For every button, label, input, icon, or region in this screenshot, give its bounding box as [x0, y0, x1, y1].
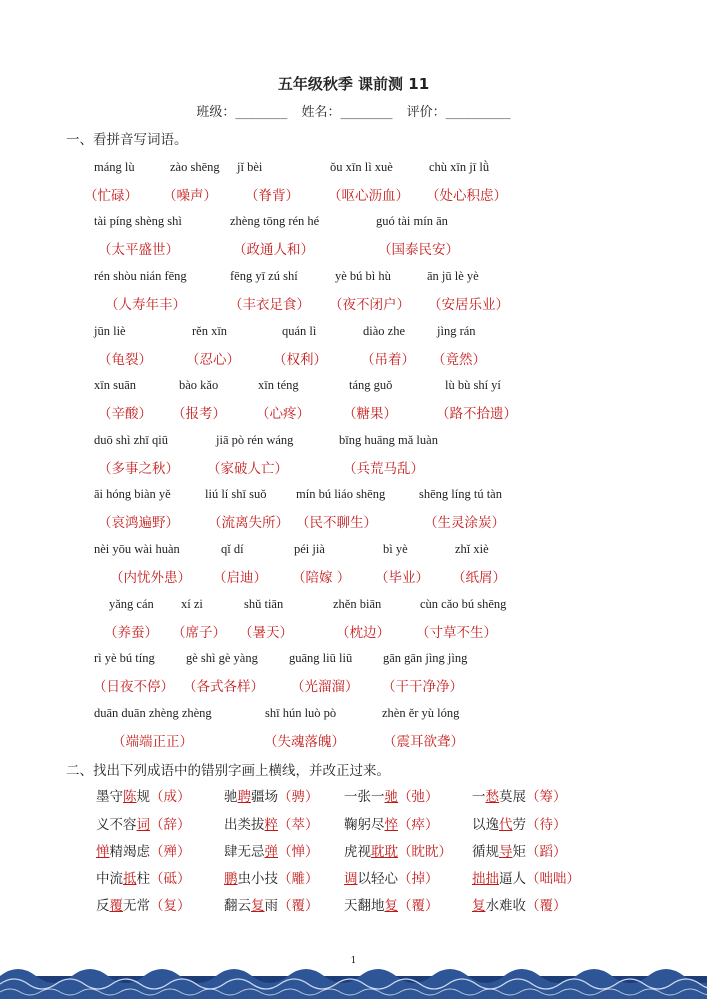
idiom-text: 虎视 [344, 844, 371, 860]
answer-word: （路不拾遗） [436, 406, 517, 422]
wrong-char: 驰 [384, 789, 398, 805]
correct-char: （辞） [150, 817, 191, 833]
answer-word: （哀鸿遍野） [98, 515, 179, 531]
wrong-char: 抵 [123, 871, 137, 887]
wrong-char: 粹 [264, 817, 278, 833]
pinyin-item: diào zhe [363, 324, 405, 338]
correct-char: （弛） [398, 789, 439, 805]
idiom-text: 水难收 [485, 898, 526, 914]
correct-char: （咄咄） [526, 871, 580, 887]
pinyin-item: chù xīn jī lǜ [429, 160, 490, 174]
pinyin-item: zào shēng [170, 160, 220, 174]
wrong-char: 弹 [264, 844, 278, 860]
idiom-text: 中流 [96, 871, 123, 887]
pinyin-item: guó tài mín ān [376, 214, 448, 228]
idiom-text: 劳 [512, 817, 526, 833]
answer-word: （夜不闭户） [329, 297, 410, 313]
wrong-char: 聘 [237, 789, 251, 805]
pinyin-item: zhǐ xiè [455, 542, 489, 556]
pinyin-item: āi hóng biàn yě [94, 487, 171, 501]
idiom-correction [96, 785, 191, 805]
idiom-correction [472, 867, 580, 887]
wrong-char: 耽耽 [371, 844, 398, 860]
wrong-char: 调 [344, 871, 358, 887]
idiom-correction [472, 894, 567, 914]
answer-word: （多事之秋） [98, 461, 179, 477]
correct-char: （雕） [278, 871, 319, 887]
idiom-text: 逼人 [499, 871, 526, 887]
idiom-correction [472, 785, 567, 805]
answer-word: （震耳欲聋） [383, 734, 464, 750]
answer-word: （丰衣足食） [229, 297, 310, 313]
pinyin-item: zhěn biān [333, 597, 382, 611]
pinyin-item: quán lì [282, 324, 317, 338]
pinyin-item: mín bú liáo shēng [296, 487, 386, 501]
pinyin-item: duān duān zhèng zhèng [94, 706, 212, 720]
answer-word: （寸草不生） [416, 625, 497, 641]
wrong-char: 愁 [485, 789, 499, 805]
student-info [0, 101, 707, 120]
idiom-text: 疆场 [251, 789, 278, 805]
wrong-char: 鹏 [224, 871, 238, 887]
correct-char: （成） [150, 789, 191, 805]
answer-word: （报考） [172, 406, 226, 422]
idiom-correction [224, 894, 319, 914]
correct-char: （待） [526, 817, 567, 833]
answer-word: （人寿年丰） [105, 297, 186, 313]
pinyin-item: bì yè [383, 542, 408, 556]
wrong-char: 拙拙 [472, 871, 499, 887]
correct-char: （殚） [150, 844, 191, 860]
answer-word: （太平盛世） [98, 242, 179, 258]
pinyin-item: liú lí shī suǒ [205, 487, 267, 501]
answer-word: （内忧外患） [110, 570, 191, 586]
idiom-text: 矩 [512, 844, 526, 860]
correct-char: （砥） [150, 871, 191, 887]
pinyin-item: shī hún luò pò [265, 706, 337, 720]
wrong-char: 覆 [109, 898, 123, 914]
pinyin-item: jiā pò rén wáng [216, 433, 294, 447]
answer-word: （政通人和） [233, 242, 314, 258]
wrong-char: 陈 [123, 789, 137, 805]
correct-char: （瘁） [398, 817, 439, 833]
answer-word: （脊背） [245, 188, 299, 204]
idiom-text: 天翻地 [344, 898, 385, 914]
section2-title: 二、找出下列成语中的错别字画上横线，并改正过来。 [66, 763, 390, 779]
answer-word: （纸屑） [452, 570, 506, 586]
pinyin-item: zhèng tōng rén hé [230, 214, 320, 228]
answer-word: （枕边） [336, 625, 390, 641]
wrong-char: 词 [136, 817, 150, 833]
answer-word: （陪嫁 ） [292, 570, 351, 586]
pinyin-item: jūn liè [94, 324, 126, 338]
idiom-text: 义不容 [96, 817, 137, 833]
idiom-text: 莫展 [499, 789, 526, 805]
pinyin-item: bào kǎo [179, 378, 219, 392]
answer-word: （处心积虑） [426, 188, 507, 204]
correct-char: （复） [150, 898, 191, 914]
pinyin-item: rěn xīn [192, 324, 228, 338]
answer-word: （忙碌） [84, 188, 138, 204]
idiom-correction [472, 813, 567, 833]
correct-char: （覆） [526, 898, 567, 914]
idiom-text: 无常 [123, 898, 150, 914]
wrong-char: 代 [499, 817, 513, 833]
idiom-correction [96, 894, 191, 914]
idiom-text: 规 [136, 789, 150, 805]
wrong-char: 惮 [96, 844, 110, 860]
pinyin-item: tài píng shèng shì [94, 214, 182, 228]
pinyin-item: ān jū lè yè [427, 269, 479, 283]
idiom-correction [96, 840, 191, 860]
wrong-char: 悴 [384, 817, 398, 833]
idiom-text: 精竭虑 [109, 844, 150, 860]
name-field: 姓名：________ [301, 105, 393, 120]
pinyin-item: cùn cǎo bú shēng [420, 597, 507, 611]
correct-char: （惮） [278, 844, 319, 860]
pinyin-item: yè bú bì hù [335, 269, 391, 283]
pinyin-item: zhèn ěr yù lóng [382, 706, 460, 720]
page-title: 五年级秋季 课前测 11 [277, 75, 430, 93]
idiom-text: 翻云 [224, 898, 251, 914]
pinyin-item: rì yè bú tíng [94, 651, 155, 665]
answer-word: （失魂落魄） [264, 734, 345, 750]
answer-word: （干干净净） [382, 679, 463, 695]
correct-char: （萃） [278, 817, 319, 833]
answer-word: （心疼） [256, 406, 310, 422]
correct-char: （掉） [398, 871, 439, 887]
idiom-correction [224, 867, 319, 887]
idiom-correction [224, 840, 319, 860]
idiom-text: 以轻心 [357, 871, 398, 887]
answer-word: （家破人亡） [207, 461, 288, 477]
answer-word: （光溜溜） [291, 679, 359, 695]
idiom-correction [472, 840, 567, 860]
pinyin-item: yǎng cán [109, 597, 154, 611]
answer-word: （养蚕） [104, 625, 158, 641]
correct-char: （骋） [278, 789, 319, 805]
answer-word: （忍心） [186, 352, 240, 368]
answer-word: （竟然） [432, 352, 486, 368]
pinyin-item: jìng rán [437, 324, 476, 338]
idiom-text: 墨守 [96, 789, 123, 805]
idiom-text: 鞠躬尽 [344, 817, 385, 833]
pinyin-item: gān gān jìng jìng [383, 651, 468, 665]
idiom-correction [96, 867, 191, 887]
answer-word: （日夜不停） [93, 679, 174, 695]
idiom-correction [344, 813, 439, 833]
answer-word: （流离失所） [208, 515, 289, 531]
answer-word: （吊着） [361, 352, 415, 368]
idiom-correction [344, 894, 439, 914]
idiom-text: 雨 [264, 898, 278, 914]
pinyin-item: péi jià [294, 542, 325, 556]
pinyin-item: fēng yī zú shí [230, 269, 298, 283]
idiom-text: 一张一 [344, 789, 385, 805]
answer-word: （暑天） [239, 625, 293, 641]
idiom-text: 虫小技 [237, 871, 278, 887]
wave-border-decoration [0, 962, 707, 999]
answer-word: （呕心沥血） [328, 188, 409, 204]
wrong-char: 复 [251, 898, 265, 914]
idiom-correction [224, 785, 319, 805]
pinyin-item: gè shì gè yàng [186, 651, 258, 665]
idiom-text: 驰 [224, 789, 238, 805]
correct-char: （眈眈） [398, 844, 452, 860]
pinyin-item: lù bù shí yí [445, 378, 501, 392]
idiom-text: 一 [472, 789, 486, 805]
idiom-correction [344, 840, 452, 860]
idiom-text: 循规 [472, 844, 499, 860]
correct-char: （覆） [398, 898, 439, 914]
correct-char: （筹） [526, 789, 567, 805]
wrong-char: 复 [384, 898, 398, 914]
pinyin-item: xí zi [181, 597, 203, 611]
section1-title: 一、看拼音写词语。 [66, 132, 188, 148]
answer-word: （噪声） [163, 188, 217, 204]
pinyin-item: rén shòu nián fēng [94, 269, 187, 283]
idiom-correction [344, 867, 439, 887]
answer-word: （兵荒马乱） [343, 461, 424, 477]
pinyin-item: máng lù [94, 160, 135, 174]
pinyin-item: bīng huāng mǎ luàn [339, 433, 438, 447]
pinyin-item: nèi yōu wài huàn [94, 542, 180, 556]
idiom-correction [344, 785, 439, 805]
answer-word: （辛酸） [98, 406, 152, 422]
page-number: 1 [350, 956, 357, 966]
pinyin-item: qǐ dí [221, 542, 244, 556]
grade-field: 评价：__________ [406, 105, 511, 120]
idiom-text: 出类拔 [224, 817, 265, 833]
answer-word: （国泰民安） [378, 242, 459, 258]
idiom-text: 肆无忌 [224, 844, 265, 860]
answer-word: （启迪） [213, 570, 267, 586]
answer-word: （端端正正） [112, 734, 193, 750]
answer-word: （生灵涂炭） [424, 515, 505, 531]
answer-word: （毕业） [375, 570, 429, 586]
pinyin-item: shēng líng tú tàn [419, 487, 502, 501]
idiom-text: 以逸 [472, 817, 499, 833]
answer-word: （龟裂） [98, 352, 152, 368]
answer-word: （安居乐业） [428, 297, 509, 313]
answer-word: （席子） [172, 625, 226, 641]
correct-char: （蹈） [526, 844, 567, 860]
answer-word: （糖果） [343, 406, 397, 422]
pinyin-item: jǐ bèi [237, 160, 263, 174]
idiom-correction [96, 813, 191, 833]
class-field: 班级：________ [196, 105, 288, 120]
pinyin-item: shǔ tiān [244, 597, 284, 611]
pinyin-item: xīn téng [258, 378, 299, 392]
correct-char: （覆） [278, 898, 319, 914]
idiom-correction [224, 813, 319, 833]
pinyin-item: táng guǒ [349, 378, 393, 392]
pinyin-item: duō shì zhī qiū [94, 433, 168, 447]
wrong-char: 复 [472, 898, 486, 914]
answer-word: （权利） [273, 352, 327, 368]
answer-word: （各式各样） [183, 679, 264, 695]
idiom-text: 柱 [136, 871, 150, 887]
idiom-text: 反 [96, 898, 110, 914]
pinyin-item: ǒu xīn lì xuè [330, 160, 393, 174]
pinyin-item: xīn suān [94, 378, 137, 392]
pinyin-item: guāng liū liū [289, 651, 353, 665]
wrong-char: 导 [499, 844, 513, 860]
answer-word: （民不聊生） [296, 515, 377, 531]
